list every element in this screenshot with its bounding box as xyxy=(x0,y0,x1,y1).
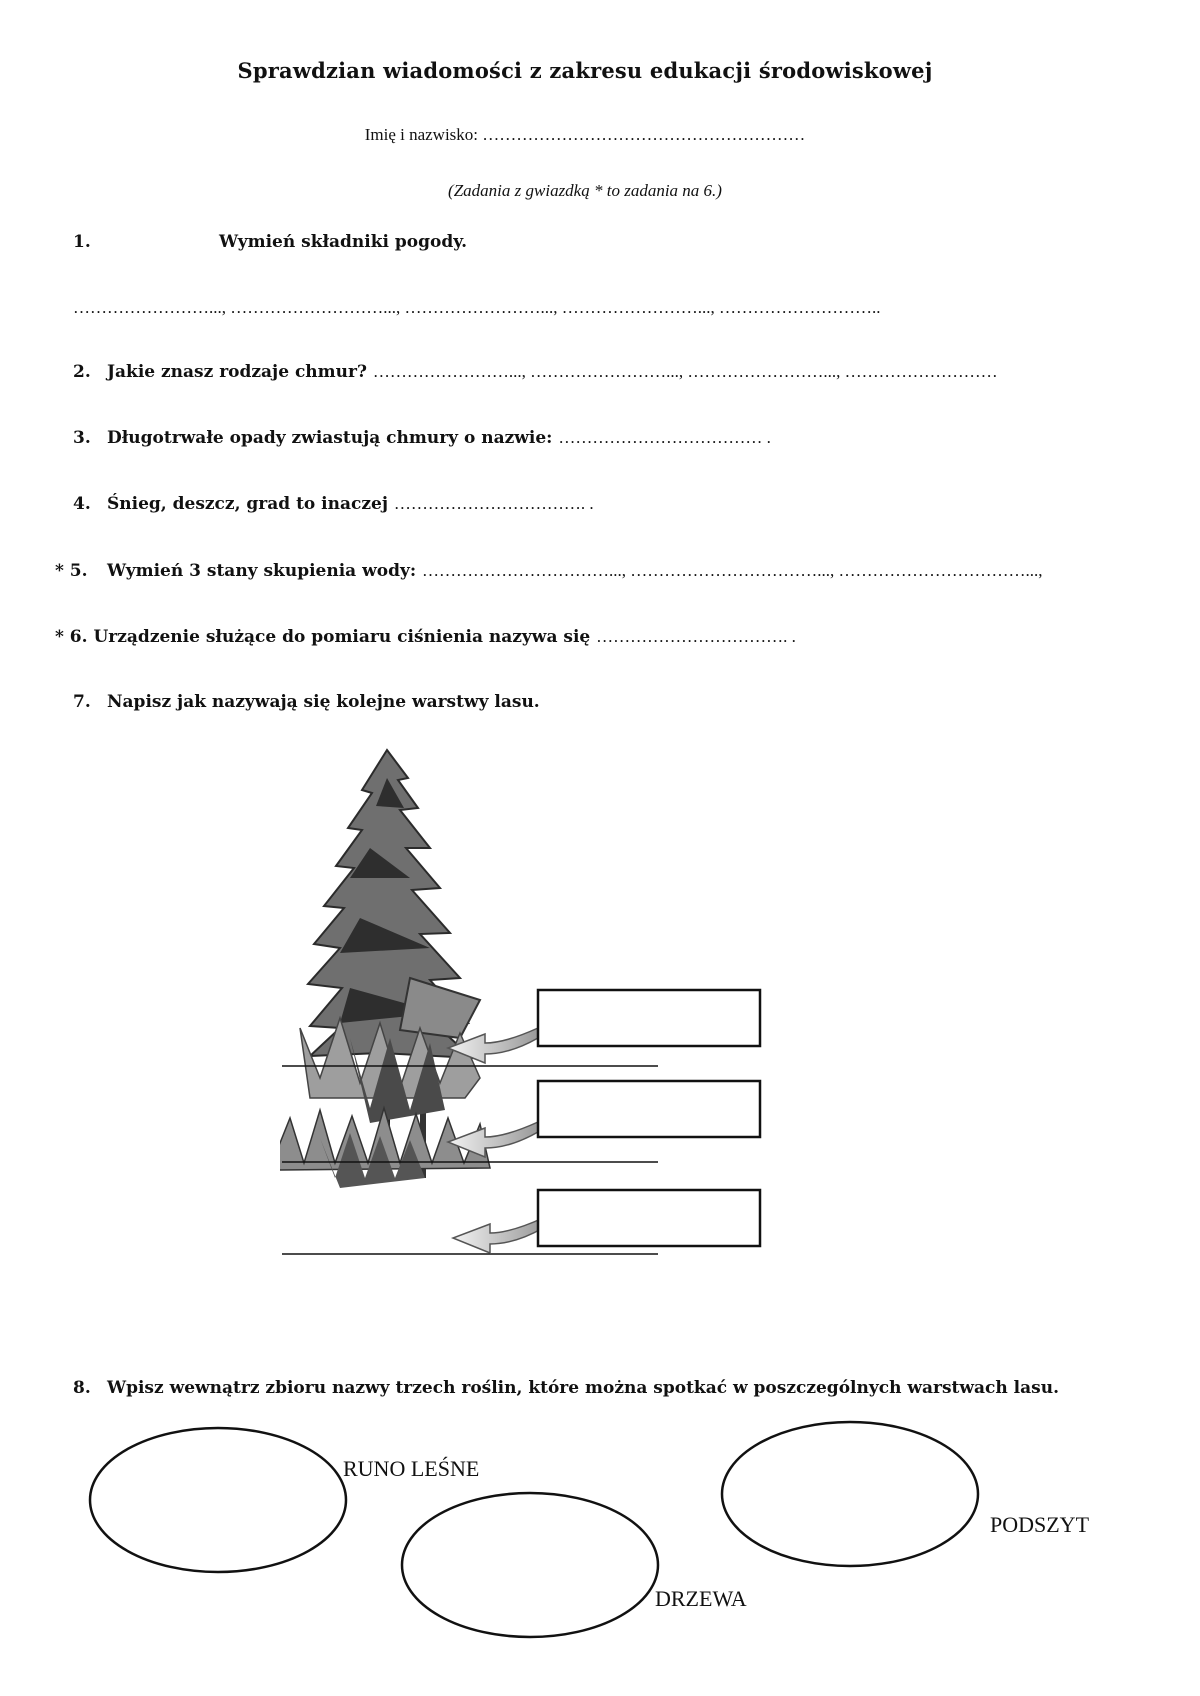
question-4 xyxy=(73,494,594,514)
arrow-to-box-3 xyxy=(453,1218,543,1253)
question-1-answer-lines[interactable]: ……………………..., ………………………..., ……………………..., ……………………..., ……………………….. xyxy=(73,298,881,317)
question-7 xyxy=(73,692,540,712)
question-4-answer-line[interactable]: ……………………………. . xyxy=(393,494,594,513)
set-runo-lesne-ellipse[interactable] xyxy=(90,1428,346,1572)
question-2-answer-lines[interactable]: ……………………..., ……………………..., ……………………..., ……………………… xyxy=(372,362,998,381)
question-3-number: 3. xyxy=(73,428,91,448)
arrow-to-box-2 xyxy=(448,1122,538,1157)
label-runo-lesne: RUNO LEŚNE xyxy=(343,1456,480,1481)
label-drzewa: DRZEWA xyxy=(655,1586,747,1611)
layer-answer-box-2[interactable] xyxy=(538,1081,760,1137)
question-6-text: Urządzenie służące do pomiaru ciśnienia nazywa się xyxy=(93,627,591,647)
name-field-line[interactable]: Imię i nazwisko: ………………………………………………… xyxy=(364,125,806,144)
forest-layers-figure xyxy=(280,738,820,1278)
question-8-text: Wpisz wewnątrz zbioru nazwy trzech roślin, które można spotkać w poszczególnych warstwach lasu. xyxy=(107,1378,1059,1398)
question-6 xyxy=(55,627,796,647)
page-title: Sprawdzian wiadomości z zakresu edukacji środowiskowej xyxy=(237,58,933,83)
question-7-number: 7. xyxy=(73,692,91,712)
question-8-number: 8. xyxy=(73,1378,91,1398)
question-1-text: Wymień składniki pogody. xyxy=(219,232,468,252)
question-7-text: Napisz jak nazywają się kolejne warstwy lasu. xyxy=(107,692,540,712)
question-3 xyxy=(73,428,771,448)
instruction-note: (Zadania z gwiazdką * to zadania na 6.) xyxy=(448,181,722,200)
question-4-number: 4. xyxy=(73,494,91,514)
set-podszyt-ellipse[interactable] xyxy=(722,1422,978,1566)
plant-sets-diagram xyxy=(80,1420,1120,1640)
question-3-answer-line[interactable]: ……………………………… . xyxy=(558,428,771,447)
question-4-text: Śnieg, deszcz, grad to inaczej xyxy=(107,494,388,514)
layer-answer-box-1[interactable] xyxy=(538,990,760,1046)
question-6-answer-line[interactable]: ……………………………. . xyxy=(596,627,796,646)
question-2-text: Jakie znasz rodzaje chmur? xyxy=(107,362,367,382)
question-5-answer-lines[interactable]: ……………………………..., ……………………………..., ……………………………..., xyxy=(422,561,1043,580)
question-2 xyxy=(73,362,998,382)
question-2-number: 2. xyxy=(73,362,91,382)
question-3-text: Długotrwałe opady zwiastują chmury o nazwie: xyxy=(107,428,553,448)
layer-answer-box-3[interactable] xyxy=(538,1190,760,1246)
question-5-number: * 5. xyxy=(55,561,88,581)
question-5 xyxy=(55,561,1043,581)
question-6-number: * 6. xyxy=(55,627,88,647)
set-drzewa-ellipse[interactable] xyxy=(402,1493,658,1637)
question-8 xyxy=(73,1378,1059,1398)
label-podszyt: PODSZYT xyxy=(990,1512,1090,1537)
question-1-number: 1. xyxy=(73,232,91,252)
question-5-text: Wymień 3 stany skupienia wody: xyxy=(107,561,417,581)
